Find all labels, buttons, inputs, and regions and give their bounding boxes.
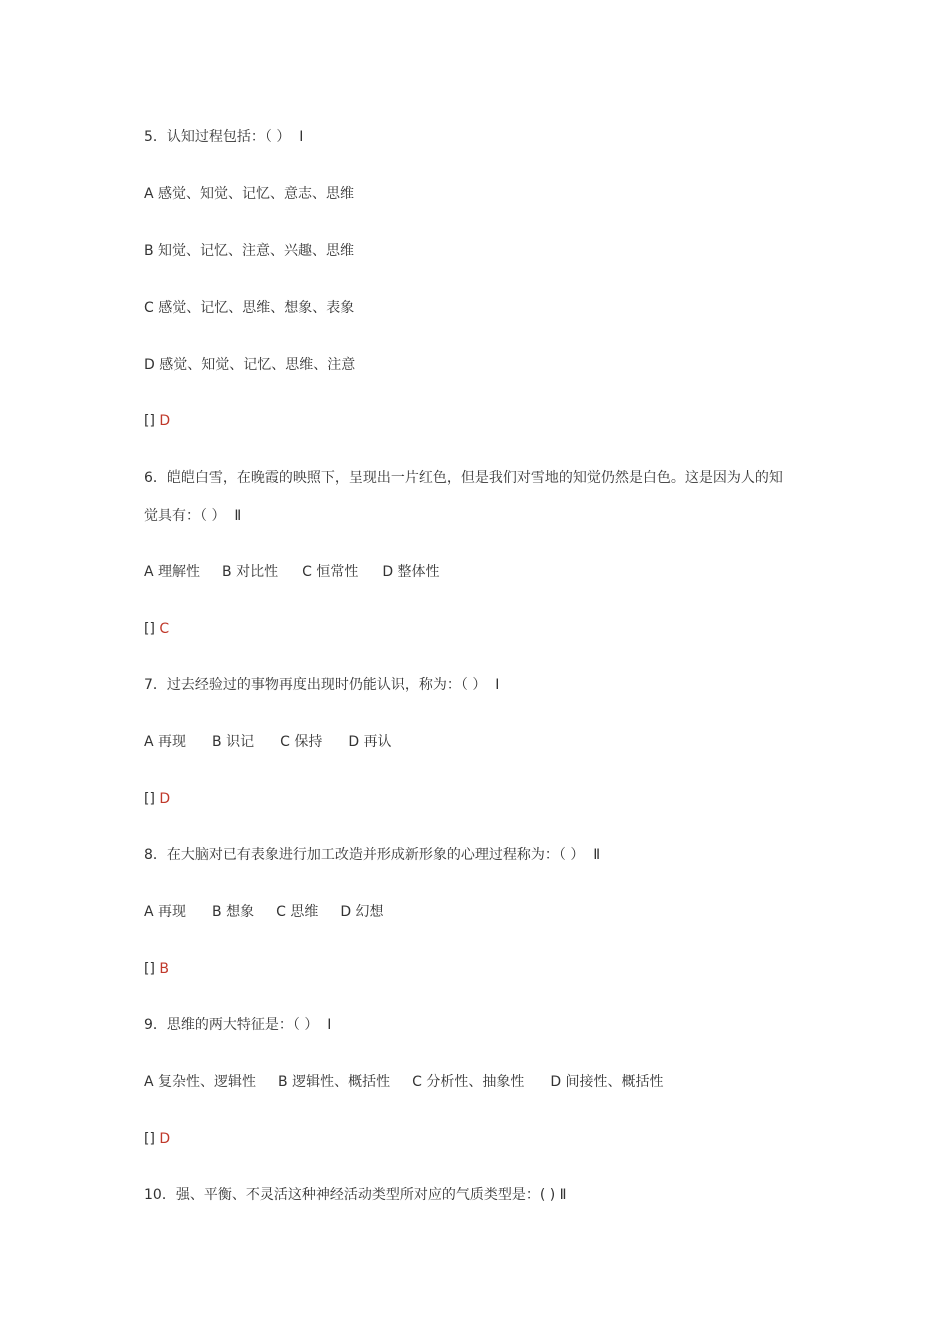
question-5-option-c: C 感觉、记忆、思维、想象、表象: [144, 300, 355, 316]
answer-bracket: []: [144, 791, 155, 807]
question-9-answer: [144, 1129, 170, 1149]
question-9-options: [144, 1072, 664, 1092]
question-6-stem-line2: 觉具有：（ ） Ⅱ: [144, 508, 242, 524]
answer-bracket: []: [144, 961, 155, 977]
question-5-answer: [144, 411, 170, 431]
question-8-option-c: C 思维: [276, 904, 319, 920]
question-6-stem-line1: 6．皑皑白雪，在晚霞的映照下，呈现出一片红色，但是我们对雪地的知觉仍然是白色。这是因为人的知: [144, 470, 783, 486]
question-8-option-d: D 幻想: [340, 904, 384, 920]
question-6-option-c: C 恒常性: [302, 564, 359, 580]
question-6-option-b: B 对比性: [222, 564, 279, 580]
question-7-options: [144, 732, 392, 752]
question-8-option-a: A 再现: [144, 904, 187, 920]
answer-value: B: [159, 961, 169, 977]
question-8-option-b: B 想象: [212, 904, 255, 920]
question-5-stem: 5．认知过程包括：（ ） Ⅰ: [144, 129, 304, 145]
question-9-option-a: A 复杂性、逻辑性: [144, 1074, 257, 1090]
answer-value: D: [159, 791, 171, 807]
question-7-option-d: D 再认: [348, 734, 392, 750]
question-10-stem: 10．强、平衡、不灵活这种神经活动类型所对应的气质类型是：( ) Ⅱ: [144, 1187, 567, 1203]
question-9-stem: 9．思维的两大特征是：（ ） Ⅰ: [144, 1017, 332, 1033]
question-8-options: [144, 902, 384, 922]
question-9-option-d: D 间接性、概括性: [550, 1074, 664, 1090]
question-7-option-b: B 识记: [212, 734, 255, 750]
question-6-option-d: D 整体性: [382, 564, 440, 580]
answer-bracket: []: [144, 413, 155, 429]
question-6-answer: [144, 619, 169, 639]
question-5-option-b: B 知觉、记忆、注意、兴趣、思维: [144, 243, 355, 259]
question-6-options: [144, 562, 440, 582]
question-7-option-a: A 再现: [144, 734, 187, 750]
answer-bracket: []: [144, 621, 155, 637]
question-8-stem: 8．在大脑对已有表象进行加工改造并形成新形象的心理过程称为：（ ） Ⅱ: [144, 847, 601, 863]
question-8-answer: [144, 959, 169, 979]
question-9-option-b: B 逻辑性、概括性: [278, 1074, 391, 1090]
answer-value: C: [159, 621, 170, 637]
question-9-option-c: C 分析性、抽象性: [412, 1074, 525, 1090]
question-6-option-a: A 理解性: [144, 564, 201, 580]
answer-value: D: [159, 1131, 171, 1147]
question-7-option-c: C 保持: [280, 734, 323, 750]
question-7-stem: 7．过去经验过的事物再度出现时仍能认识，称为：（ ） Ⅰ: [144, 677, 500, 693]
question-5-option-a: A 感觉、知觉、记忆、意志、思维: [144, 186, 355, 202]
answer-bracket: []: [144, 1131, 155, 1147]
question-5-option-d: D 感觉、知觉、记忆、思维、注意: [144, 357, 356, 373]
answer-value: D: [159, 413, 171, 429]
question-7-answer: [144, 789, 170, 809]
